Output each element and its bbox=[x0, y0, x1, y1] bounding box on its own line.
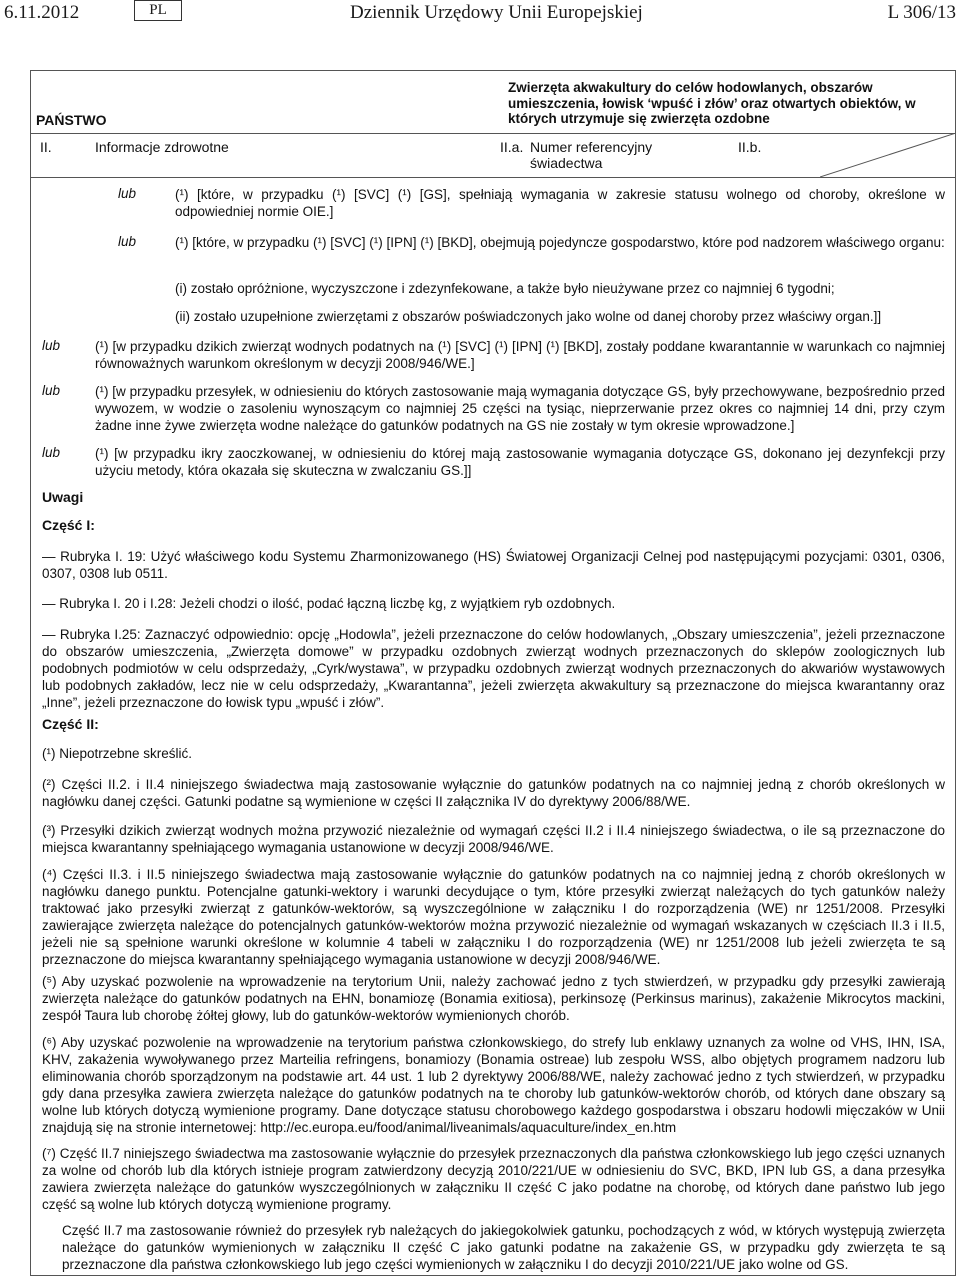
divider bbox=[30, 177, 956, 178]
language-badge: PL bbox=[134, 0, 182, 21]
clause-text: (¹) [w przypadku ikry zaoczkowanej, w odniesieniu do której mają zastosowanie wymagania dotyczące GS, dokonano jej dezynfekcji przy użyciu metody, która okazała się skuteczna w zwalczaniu GS.]] bbox=[95, 446, 945, 478]
part-one-heading: Część I: bbox=[42, 517, 95, 533]
strike-line bbox=[820, 133, 956, 177]
footnote: (⁴) Części II.3. i II.5 niniejszego świadectwa mają zastosowanie wyłącznie do gatunków podatnych na co najmniej jedną z chorób określonych w nagłówku danego punktu. Potencjalne gatunki-wektory i warunki decydujące o tym, które przesyłki zwierząt należących do tych gatunków należy traktować jako przesyłki zwierząt z gatunków-wektorów, są wyszczególnione w załączniku I do rozporządzenia (WE) nr 1251/2008. Przesyłki zawierające zwierzęta należące do potencjalnych gatunków-wektorów można przywozić niezależnie od wymagań wskazanych w częściach II.3 i II.5, jeżeli nie są spełnione warunki określone w kolumnie 4 tabeli w załączniku I do rozporządzenia (WE) nr 1251/2008 lub jeżeli zwierzęta te są przeznaczone do miejsca kwarantanny spełniającego wymagania ustanowione w decyzji 2008/946/WE. bbox=[42, 867, 945, 967]
footnote: (²) Części II.2. i II.4 niniejszego świadectwa mają zastosowanie wyłącznie do gatunków podatnych na co najmniej jedną z chorób określonych w nagłówku danej części. Gatunki podatne są wymienione w części II załącznika IV do dyrektywy 2006/88/WE. bbox=[42, 777, 945, 809]
clause-text: (¹) [w przypadku dzikich zwierząt wodnych podatnych na (¹) [SVC] (¹) [IPN] (¹) [BKD], zostały poddane kwarantannie w warunkach co najmniej równoważnych warunkom określonym w decyzji 2008/946/WE.] bbox=[95, 339, 945, 371]
note-item: — Rubryka I. 19: Użyć właściwego kodu Systemu Zharmonizowanego (HS) Światowej Organizacji Celnej pod następującymi pozycjami: 0301, 0306, 0307, 0308 lub 0511. bbox=[42, 549, 945, 581]
footnote: (³) Przesyłki dzikich zwierząt wodnych można przywozić niezależnie od wymagań części II.2 i II.4 niniejszego świadectwa, o ile są przeznaczone do miejsca kwarantanny spełniającego wymagania ustanowione w decyzji 2008/946/WE. bbox=[42, 823, 945, 855]
reference-b-number: II.b. bbox=[738, 139, 762, 155]
clause-text: (¹) [w przypadku przesyłek, w odniesieniu do których zastosowanie mają wymagania dotyczące GS, były przechowywane, bezpośrednio przed wywozem, w wodzie o zasoleniu wynoszącym co najmniej 25 części na tysiąc, nieprzerwanie przez okres co najmniej 14 dni, przy czym żadne inne żywe zwierzęta wodne należące do gatunków podatnych na GS nie zostały w tym okresie wprowadzone.] bbox=[95, 384, 945, 433]
page-header bbox=[0, 0, 960, 40]
clause-label: lub bbox=[42, 383, 61, 398]
country-label: PAŃSTWO bbox=[36, 112, 107, 128]
clause-text: (¹) [które, w przypadku (¹) [SVC] (¹) [IPN] (¹) [BKD], obejmują pojedyncze gospodarstwo, które pod nadzorem właściwego organu: bbox=[175, 235, 945, 250]
divider bbox=[30, 133, 956, 134]
clause-label: lub bbox=[118, 186, 137, 201]
clause-subitem: (ii) zostało uzupełnione zwierzętami z obszarów poświadczonych jako wolne od danej choroby przez właściwy organ.]] bbox=[175, 309, 882, 324]
journal-title: Dziennik Urzędowy Unii Europejskiej bbox=[350, 2, 643, 23]
certificate-title: Zwierzęta akwakultury do celów hodowlanych, obszarów umieszczenia, łowisk ‘wpuść i złów’ oraz otwartych obiektów, w których utrzymuje się zwierzęta ozdobne bbox=[508, 80, 916, 126]
reference-label: Numer referencyjny świadectwa bbox=[530, 139, 653, 171]
clause-label: lub bbox=[118, 234, 137, 249]
part-two-heading: Część II: bbox=[42, 716, 99, 732]
header-date: 6.11.2012 bbox=[4, 2, 80, 23]
footnote: (⁷) Część II.7 niniejszego świadectwa ma zastosowanie wyłącznie do przesyłek przeznaczonych dla państwa członkowskiego lub jego części uznanych za wolne od chorób lub dla których istnieje program zatwierdzony decyzją 2010/221/UE w odniesieniu do SVC, BKD, IPN lub GS, a dana przesyłka zawiera zwierzęta należące do gatunków wyszczególnionych w załączniku II część C jako podatne na chorobę, od których dane państwo lub jego część są wolne lub których dotyczą wymienione programy. bbox=[42, 1146, 945, 1212]
clause-subitem: (i) zostało opróżnione, wyczyszczone i zdezynfekowane, a także było nieużywane przez co najmniej 6 tygodni; bbox=[175, 281, 835, 296]
footnote: (⁵) Aby uzyskać pozwolenie na wprowadzenie na terytorium Unii, należy zachować jedno z tych stwierdzeń, w przypadku gdy przesyłki zawierają zwierzęta należące do gatunków podatnych na EHN, bonamiozę (Bonamia exitiosa), perkinsozę (Perkinsus marinus), zakażenie Mikrocytos mackini, zespół Taura lub chorobę żółtej głowy, lub do gatunków-wektorów wymienionych chorób. bbox=[42, 974, 945, 1023]
footnote: (⁶) Aby uzyskać pozwolenie na wprowadzenie na terytorium państwa członkowskiego, do strefy lub enklawy uznanych za wolne od VHS, IHN, ISA, KHV, zakażenia wywoływanego przez Marteilia refringens, bonamiozy (Bonamia ostreae) lub zespołu WSS, albo objętych programem nadzoru lub eliminowania chorób sporządzonym na podstawie art. 44 ust. 1 lub 2 dyrektywy 2006/88/WE, należy zachować jedno z tych stwierdzeń, w przypadku gdy dana przesyłka zawiera zwierzęta należące do gatunków podatnych na te choroby lub gatunków-wektorów chorób, od których dane obszary są wolne lub których dotyczą wymienione programy. Dane dotyczące statusu chorobowego każdego gospodarstwa i obszaru hodowli mięczaków w Unii znajdują się na stronie internetowej: http://ec.europa.eu/food/animal/liveanimals/aquaculture/index_en.htm bbox=[42, 1035, 945, 1135]
reference-number: II.a. bbox=[500, 139, 524, 155]
footnote: (¹) Niepotrzebne skreślić. bbox=[42, 746, 193, 761]
notes-title: Uwagi bbox=[42, 489, 84, 505]
note-item: — Rubryka I. 20 i I.28: Jeżeli chodzi o ilość, podać łączną liczbę kg, z wyjątkiem ryb ozdobnych. bbox=[42, 596, 616, 611]
page-number: L 306/13 bbox=[887, 2, 956, 23]
footnote-continued: Część II.7 ma zastosowanie również do przesyłek ryb należących do jakiegokolwiek gatunku, pochodzących z wód, w których występują zwierzęta należące do gatunków wymienionych w załączniku II część C jako gatunki podatne na zakażenie GS, w przypadku gdy zwierzęta te są przeznaczone dla państwa członkowskiego lub jego części wymienionych w załączniku I do decyzji 2010/221/UE jako wolne od GS. bbox=[62, 1223, 945, 1272]
clause-label: lub bbox=[42, 338, 61, 353]
clause-label: lub bbox=[42, 445, 61, 460]
note-item: — Rubryka I.25: Zaznaczyć odpowiednio: opcję „Hodowla”, jeżeli przeznaczone do celów hodowlanych, „Obszary umieszczenia”, jeżeli przeznaczone do obszarów umieszczenia, „Zwierzęta domowe” w przypadku ozdobnych zwierząt wodnych przeznaczonych do sklepów zoologicznych lub podobnych podmiotów w celu odsprzedaży, „Cyrk/wystawa”, w przypadku ozdobnych zwierząt wodnych przeznaczonych do akwariów wystawowych lub podobnych zakładów, lecz nie w celu odsprzedaży, „Kwarantanna”, jeżeli zwierzęta akwakultury są przeznaczone do miejsca kwarantanny oraz „Inne”, jeżeli przeznaczone do łowisk typu „wpuść i złów”. bbox=[42, 627, 945, 710]
section-number: II. bbox=[40, 139, 52, 155]
section-label: Informacje zdrowotne bbox=[95, 139, 229, 155]
clause-text: (¹) [które, w przypadku (¹) [SVC] (¹) [GS], spełniają wymagania w zakresie statusu wolnego od choroby, określone w odpowiedniej normie OIE.] bbox=[175, 187, 945, 219]
